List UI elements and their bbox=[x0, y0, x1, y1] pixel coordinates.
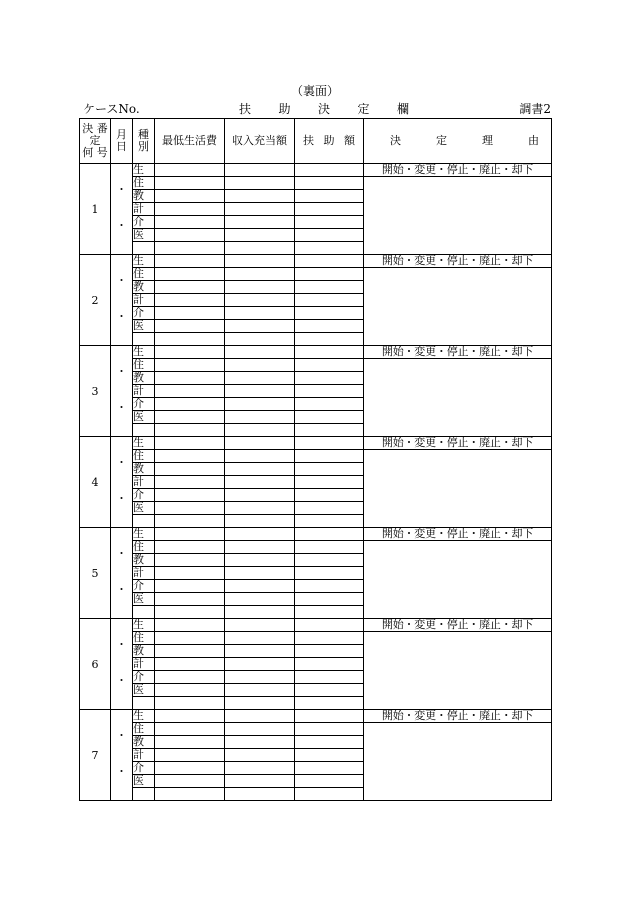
month-day-cell[interactable] bbox=[111, 710, 133, 801]
minimum-living-cost-cell[interactable] bbox=[155, 671, 225, 684]
aid-amount-cell[interactable] bbox=[295, 567, 364, 580]
income-applied-cell[interactable] bbox=[225, 788, 295, 801]
income-applied-cell[interactable] bbox=[225, 697, 295, 710]
income-applied-cell[interactable] bbox=[225, 333, 295, 346]
minimum-living-cost-cell[interactable] bbox=[155, 593, 225, 606]
date-separator-dot: ・ bbox=[116, 638, 127, 651]
aid-amount-cell[interactable] bbox=[295, 320, 364, 333]
income-applied-cell[interactable] bbox=[225, 775, 295, 788]
aid-amount-cell[interactable] bbox=[295, 723, 364, 736]
table-row bbox=[80, 437, 552, 450]
decision-status-options: 開始・変更・停止・廃止・却下 bbox=[364, 710, 552, 723]
table-row bbox=[80, 255, 552, 268]
month-day-cell[interactable] bbox=[111, 255, 133, 346]
income-applied-cell[interactable] bbox=[225, 372, 295, 385]
minimum-living-cost-cell[interactable] bbox=[155, 359, 225, 372]
minimum-living-cost-cell[interactable] bbox=[155, 190, 225, 203]
aid-kind-cell: 介 bbox=[133, 398, 155, 411]
aid-amount-cell[interactable] bbox=[295, 528, 364, 541]
aid-kind-cell: 計 bbox=[133, 476, 155, 489]
aid-amount-cell[interactable] bbox=[295, 346, 364, 359]
minimum-living-cost-cell[interactable] bbox=[155, 632, 225, 645]
date-separator-dot: ・ bbox=[116, 547, 127, 560]
decision-number-cell: 7 bbox=[80, 710, 111, 801]
aid-amount-cell[interactable] bbox=[295, 255, 364, 268]
minimum-living-cost-cell[interactable] bbox=[155, 372, 225, 385]
income-applied-cell[interactable] bbox=[225, 411, 295, 424]
minimum-living-cost-cell[interactable] bbox=[155, 333, 225, 346]
table-row bbox=[80, 346, 552, 359]
income-applied-cell[interactable] bbox=[225, 632, 295, 645]
aid-kind-cell bbox=[133, 606, 155, 619]
income-applied-cell[interactable] bbox=[225, 554, 295, 567]
decision-number-cell: 4 bbox=[80, 437, 111, 528]
aid-amount-cell[interactable] bbox=[295, 333, 364, 346]
income-applied-cell[interactable] bbox=[225, 268, 295, 281]
aid-kind-cell: 介 bbox=[133, 216, 155, 229]
table-row bbox=[80, 541, 552, 554]
aid-kind-cell: 住 bbox=[133, 541, 155, 554]
aid-kind-cell: 介 bbox=[133, 762, 155, 775]
aid-amount-cell[interactable] bbox=[295, 424, 364, 437]
income-applied-cell[interactable] bbox=[225, 281, 295, 294]
income-applied-cell[interactable] bbox=[225, 658, 295, 671]
aid-kind-cell: 医 bbox=[133, 684, 155, 697]
aid-kind-cell: 計 bbox=[133, 658, 155, 671]
aid-amount-cell[interactable] bbox=[295, 216, 364, 229]
minimum-living-cost-cell[interactable] bbox=[155, 723, 225, 736]
income-applied-cell[interactable] bbox=[225, 645, 295, 658]
decision-number-cell: 6 bbox=[80, 619, 111, 710]
aid-amount-cell[interactable] bbox=[295, 411, 364, 424]
minimum-living-cost-cell[interactable] bbox=[155, 242, 225, 255]
aid-amount-cell[interactable] bbox=[295, 710, 364, 723]
minimum-living-cost-cell[interactable] bbox=[155, 164, 225, 177]
decision-reason-cell[interactable] bbox=[364, 541, 552, 619]
aid-kind-cell: 住 bbox=[133, 268, 155, 281]
date-separator-dot: ・ bbox=[116, 274, 127, 287]
decision-status-options: 開始・変更・停止・廃止・却下 bbox=[364, 255, 552, 268]
aid-kind-cell: 生 bbox=[133, 710, 155, 723]
aid-kind-cell: 医 bbox=[133, 502, 155, 515]
income-applied-cell[interactable] bbox=[225, 398, 295, 411]
table-row bbox=[80, 528, 552, 541]
aid-kind-cell: 生 bbox=[133, 164, 155, 177]
decision-number-cell: 5 bbox=[80, 528, 111, 619]
aid-amount-cell[interactable] bbox=[295, 606, 364, 619]
minimum-living-cost-cell[interactable] bbox=[155, 450, 225, 463]
aid-kind-cell bbox=[133, 788, 155, 801]
aid-kind-cell: 計 bbox=[133, 294, 155, 307]
income-applied-cell[interactable] bbox=[225, 463, 295, 476]
decision-reason-cell[interactable] bbox=[364, 723, 552, 801]
aid-kind-cell: 介 bbox=[133, 671, 155, 684]
income-applied-cell[interactable] bbox=[225, 762, 295, 775]
table-row bbox=[80, 268, 552, 281]
form-number: 調書2 bbox=[519, 102, 551, 116]
income-applied-cell[interactable] bbox=[225, 476, 295, 489]
decision-reason-cell[interactable] bbox=[364, 632, 552, 710]
date-separator-dot: ・ bbox=[116, 401, 127, 414]
decision-reason-cell[interactable] bbox=[364, 359, 552, 437]
aid-amount-cell[interactable] bbox=[295, 476, 364, 489]
title-char: 扶 bbox=[239, 102, 252, 116]
minimum-living-cost-cell[interactable] bbox=[155, 554, 225, 567]
aid-amount-cell[interactable] bbox=[295, 307, 364, 320]
date-separator-dot: ・ bbox=[116, 365, 127, 378]
income-applied-cell[interactable] bbox=[225, 619, 295, 632]
income-applied-cell[interactable] bbox=[225, 749, 295, 762]
decision-status-options: 開始・変更・停止・廃止・却下 bbox=[364, 528, 552, 541]
aid-amount-cell[interactable] bbox=[295, 541, 364, 554]
aid-amount-cell[interactable] bbox=[295, 229, 364, 242]
aid-kind-cell: 医 bbox=[133, 411, 155, 424]
aid-amount-cell[interactable] bbox=[295, 697, 364, 710]
aid-kind-cell: 住 bbox=[133, 723, 155, 736]
aid-kind-cell: 計 bbox=[133, 567, 155, 580]
header-aid-amount: 扶 助 額 bbox=[295, 119, 364, 164]
income-applied-cell[interactable] bbox=[225, 489, 295, 502]
aid-amount-cell[interactable] bbox=[295, 359, 364, 372]
aid-kind-cell: 生 bbox=[133, 619, 155, 632]
aid-kind-cell bbox=[133, 424, 155, 437]
minimum-living-cost-cell[interactable] bbox=[155, 268, 225, 281]
decision-status-options: 開始・変更・停止・廃止・却下 bbox=[364, 619, 552, 632]
aid-amount-cell[interactable] bbox=[295, 398, 364, 411]
decision-reason-cell[interactable] bbox=[364, 450, 552, 528]
table-row bbox=[80, 723, 552, 736]
aid-kind-cell: 教 bbox=[133, 190, 155, 203]
aid-kind-cell: 生 bbox=[133, 255, 155, 268]
aid-kind-cell: 住 bbox=[133, 177, 155, 190]
minimum-living-cost-cell[interactable] bbox=[155, 385, 225, 398]
aid-amount-cell[interactable] bbox=[295, 580, 364, 593]
minimum-living-cost-cell[interactable] bbox=[155, 294, 225, 307]
aid-amount-cell[interactable] bbox=[295, 164, 364, 177]
table-row bbox=[80, 632, 552, 645]
date-separator-dot: ・ bbox=[116, 729, 127, 742]
table-header-row bbox=[80, 119, 552, 164]
minimum-living-cost-cell[interactable] bbox=[155, 411, 225, 424]
form-header bbox=[79, 100, 551, 116]
income-applied-cell[interactable] bbox=[225, 359, 295, 372]
form-title bbox=[239, 100, 409, 117]
decision-number-cell: 2 bbox=[80, 255, 111, 346]
income-applied-cell[interactable] bbox=[225, 437, 295, 450]
minimum-living-cost-cell[interactable] bbox=[155, 255, 225, 268]
case-number-label: ケースNo. bbox=[83, 102, 140, 116]
header-kind: 種 別 bbox=[133, 119, 155, 164]
aid-kind-cell: 生 bbox=[133, 346, 155, 359]
income-applied-cell[interactable] bbox=[225, 177, 295, 190]
income-applied-cell[interactable] bbox=[225, 606, 295, 619]
aid-amount-cell[interactable] bbox=[295, 268, 364, 281]
income-applied-cell[interactable] bbox=[225, 736, 295, 749]
aid-amount-cell[interactable] bbox=[295, 736, 364, 749]
decision-status-options: 開始・変更・停止・廃止・却下 bbox=[364, 437, 552, 450]
aid-kind-cell: 教 bbox=[133, 645, 155, 658]
aid-amount-cell[interactable] bbox=[295, 554, 364, 567]
aid-amount-cell[interactable] bbox=[295, 684, 364, 697]
income-applied-cell[interactable] bbox=[225, 294, 295, 307]
aid-kind-cell: 医 bbox=[133, 229, 155, 242]
income-applied-cell[interactable] bbox=[225, 541, 295, 554]
aid-decision-table bbox=[79, 118, 552, 801]
income-applied-cell[interactable] bbox=[225, 203, 295, 216]
aid-kind-cell: 計 bbox=[133, 385, 155, 398]
aid-amount-cell[interactable] bbox=[295, 593, 364, 606]
aid-amount-cell[interactable] bbox=[295, 190, 364, 203]
minimum-living-cost-cell[interactable] bbox=[155, 580, 225, 593]
aid-amount-cell[interactable] bbox=[295, 281, 364, 294]
aid-kind-cell: 教 bbox=[133, 463, 155, 476]
aid-kind-cell bbox=[133, 697, 155, 710]
minimum-living-cost-cell[interactable] bbox=[155, 229, 225, 242]
minimum-living-cost-cell[interactable] bbox=[155, 502, 225, 515]
aid-amount-cell[interactable] bbox=[295, 385, 364, 398]
income-applied-cell[interactable] bbox=[225, 307, 295, 320]
income-applied-cell[interactable] bbox=[225, 684, 295, 697]
aid-amount-cell[interactable] bbox=[295, 463, 364, 476]
minimum-living-cost-cell[interactable] bbox=[155, 463, 225, 476]
aid-amount-cell[interactable] bbox=[295, 437, 364, 450]
minimum-living-cost-cell[interactable] bbox=[155, 710, 225, 723]
income-applied-cell[interactable] bbox=[225, 580, 295, 593]
table-row bbox=[80, 164, 552, 177]
minimum-living-cost-cell[interactable] bbox=[155, 177, 225, 190]
title-char: 定 bbox=[357, 102, 370, 116]
aid-kind-cell: 住 bbox=[133, 632, 155, 645]
minimum-living-cost-cell[interactable] bbox=[155, 788, 225, 801]
aid-amount-cell[interactable] bbox=[295, 671, 364, 684]
income-applied-cell[interactable] bbox=[225, 229, 295, 242]
aid-amount-cell[interactable] bbox=[295, 502, 364, 515]
income-applied-cell[interactable] bbox=[225, 424, 295, 437]
decision-status-options: 開始・変更・停止・廃止・却下 bbox=[364, 346, 552, 359]
aid-amount-cell[interactable] bbox=[295, 658, 364, 671]
income-applied-cell[interactable] bbox=[225, 164, 295, 177]
title-char: 助 bbox=[278, 102, 291, 116]
title-char: 決 bbox=[317, 102, 330, 116]
header-decision-number: 決 番 定 何 号 bbox=[80, 119, 111, 164]
minimum-living-cost-cell[interactable] bbox=[155, 567, 225, 580]
income-applied-cell[interactable] bbox=[225, 671, 295, 684]
aid-kind-cell: 住 bbox=[133, 450, 155, 463]
header-decision-reason: 決 定 理 由 bbox=[364, 119, 552, 164]
decision-status-options: 開始・変更・停止・廃止・却下 bbox=[364, 164, 552, 177]
date-separator-dot: ・ bbox=[116, 492, 127, 505]
aid-amount-cell[interactable] bbox=[295, 619, 364, 632]
minimum-living-cost-cell[interactable] bbox=[155, 320, 225, 333]
aid-kind-cell: 生 bbox=[133, 528, 155, 541]
aid-amount-cell[interactable] bbox=[295, 645, 364, 658]
aid-kind-cell: 介 bbox=[133, 307, 155, 320]
date-separator-dot: ・ bbox=[116, 219, 127, 232]
month-day-cell[interactable] bbox=[111, 619, 133, 710]
minimum-living-cost-cell[interactable] bbox=[155, 515, 225, 528]
income-applied-cell[interactable] bbox=[225, 502, 295, 515]
aid-amount-cell[interactable] bbox=[295, 489, 364, 502]
aid-amount-cell[interactable] bbox=[295, 775, 364, 788]
minimum-living-cost-cell[interactable] bbox=[155, 619, 225, 632]
income-applied-cell[interactable] bbox=[225, 320, 295, 333]
aid-kind-cell bbox=[133, 515, 155, 528]
decision-number-cell: 1 bbox=[80, 164, 111, 255]
aid-kind-cell: 計 bbox=[133, 203, 155, 216]
minimum-living-cost-cell[interactable] bbox=[155, 736, 225, 749]
aid-amount-cell[interactable] bbox=[295, 450, 364, 463]
aid-amount-cell[interactable] bbox=[295, 632, 364, 645]
minimum-living-cost-cell[interactable] bbox=[155, 775, 225, 788]
income-applied-cell[interactable] bbox=[225, 346, 295, 359]
date-separator-dot: ・ bbox=[116, 583, 127, 596]
table-row bbox=[80, 177, 552, 190]
date-separator-dot: ・ bbox=[116, 183, 127, 196]
minimum-living-cost-cell[interactable] bbox=[155, 437, 225, 450]
aid-amount-cell[interactable] bbox=[295, 177, 364, 190]
date-separator-dot: ・ bbox=[116, 674, 127, 687]
minimum-living-cost-cell[interactable] bbox=[155, 346, 225, 359]
income-applied-cell[interactable] bbox=[225, 255, 295, 268]
minimum-living-cost-cell[interactable] bbox=[155, 476, 225, 489]
minimum-living-cost-cell[interactable] bbox=[155, 216, 225, 229]
table-row bbox=[80, 619, 552, 632]
aid-kind-cell: 医 bbox=[133, 320, 155, 333]
income-applied-cell[interactable] bbox=[225, 710, 295, 723]
aid-kind-cell: 教 bbox=[133, 281, 155, 294]
minimum-living-cost-cell[interactable] bbox=[155, 307, 225, 320]
minimum-living-cost-cell[interactable] bbox=[155, 658, 225, 671]
income-applied-cell[interactable] bbox=[225, 242, 295, 255]
page-side-label: （裏面） bbox=[290, 84, 339, 98]
income-applied-cell[interactable] bbox=[225, 593, 295, 606]
decision-reason-cell[interactable] bbox=[364, 268, 552, 346]
aid-kind-cell: 教 bbox=[133, 372, 155, 385]
minimum-living-cost-cell[interactable] bbox=[155, 697, 225, 710]
aid-kind-cell bbox=[133, 242, 155, 255]
aid-kind-cell: 介 bbox=[133, 580, 155, 593]
aid-amount-cell[interactable] bbox=[295, 372, 364, 385]
income-applied-cell[interactable] bbox=[225, 216, 295, 229]
header-minimum-living-cost: 最低生活費 bbox=[155, 119, 225, 164]
minimum-living-cost-cell[interactable] bbox=[155, 489, 225, 502]
minimum-living-cost-cell[interactable] bbox=[155, 762, 225, 775]
aid-amount-cell[interactable] bbox=[295, 788, 364, 801]
aid-amount-cell[interactable] bbox=[295, 762, 364, 775]
aid-amount-cell[interactable] bbox=[295, 294, 364, 307]
aid-amount-cell[interactable] bbox=[295, 242, 364, 255]
month-day-cell[interactable] bbox=[111, 528, 133, 619]
header-income-applied: 収入充当額 bbox=[225, 119, 295, 164]
decision-number-cell: 3 bbox=[80, 346, 111, 437]
aid-amount-cell[interactable] bbox=[295, 749, 364, 762]
aid-kind-cell: 教 bbox=[133, 736, 155, 749]
aid-kind-cell: 介 bbox=[133, 489, 155, 502]
aid-kind-cell: 医 bbox=[133, 775, 155, 788]
month-day-cell[interactable] bbox=[111, 437, 133, 528]
title-char: 欄 bbox=[396, 102, 409, 116]
table-row bbox=[80, 710, 552, 723]
date-separator-dot: ・ bbox=[116, 765, 127, 778]
minimum-living-cost-cell[interactable] bbox=[155, 645, 225, 658]
aid-amount-cell[interactable] bbox=[295, 515, 364, 528]
decision-reason-cell[interactable] bbox=[364, 177, 552, 255]
income-applied-cell[interactable] bbox=[225, 515, 295, 528]
aid-kind-cell: 住 bbox=[133, 359, 155, 372]
minimum-living-cost-cell[interactable] bbox=[155, 528, 225, 541]
income-applied-cell[interactable] bbox=[225, 190, 295, 203]
minimum-living-cost-cell[interactable] bbox=[155, 424, 225, 437]
aid-kind-cell: 教 bbox=[133, 554, 155, 567]
aid-kind-cell: 生 bbox=[133, 437, 155, 450]
income-applied-cell[interactable] bbox=[225, 528, 295, 541]
aid-kind-cell: 計 bbox=[133, 749, 155, 762]
table-row bbox=[80, 450, 552, 463]
aid-amount-cell[interactable] bbox=[295, 203, 364, 216]
month-day-cell[interactable] bbox=[111, 346, 133, 437]
table-row bbox=[80, 359, 552, 372]
income-applied-cell[interactable] bbox=[225, 385, 295, 398]
income-applied-cell[interactable] bbox=[225, 450, 295, 463]
header-month-day: 月 日 bbox=[111, 119, 133, 164]
minimum-living-cost-cell[interactable] bbox=[155, 281, 225, 294]
aid-kind-cell bbox=[133, 333, 155, 346]
income-applied-cell[interactable] bbox=[225, 723, 295, 736]
minimum-living-cost-cell[interactable] bbox=[155, 203, 225, 216]
date-separator-dot: ・ bbox=[116, 456, 127, 469]
month-day-cell[interactable] bbox=[111, 164, 133, 255]
minimum-living-cost-cell[interactable] bbox=[155, 606, 225, 619]
minimum-living-cost-cell[interactable] bbox=[155, 541, 225, 554]
minimum-living-cost-cell[interactable] bbox=[155, 398, 225, 411]
date-separator-dot: ・ bbox=[116, 310, 127, 323]
aid-kind-cell: 医 bbox=[133, 593, 155, 606]
minimum-living-cost-cell[interactable] bbox=[155, 684, 225, 697]
minimum-living-cost-cell[interactable] bbox=[155, 749, 225, 762]
income-applied-cell[interactable] bbox=[225, 567, 295, 580]
